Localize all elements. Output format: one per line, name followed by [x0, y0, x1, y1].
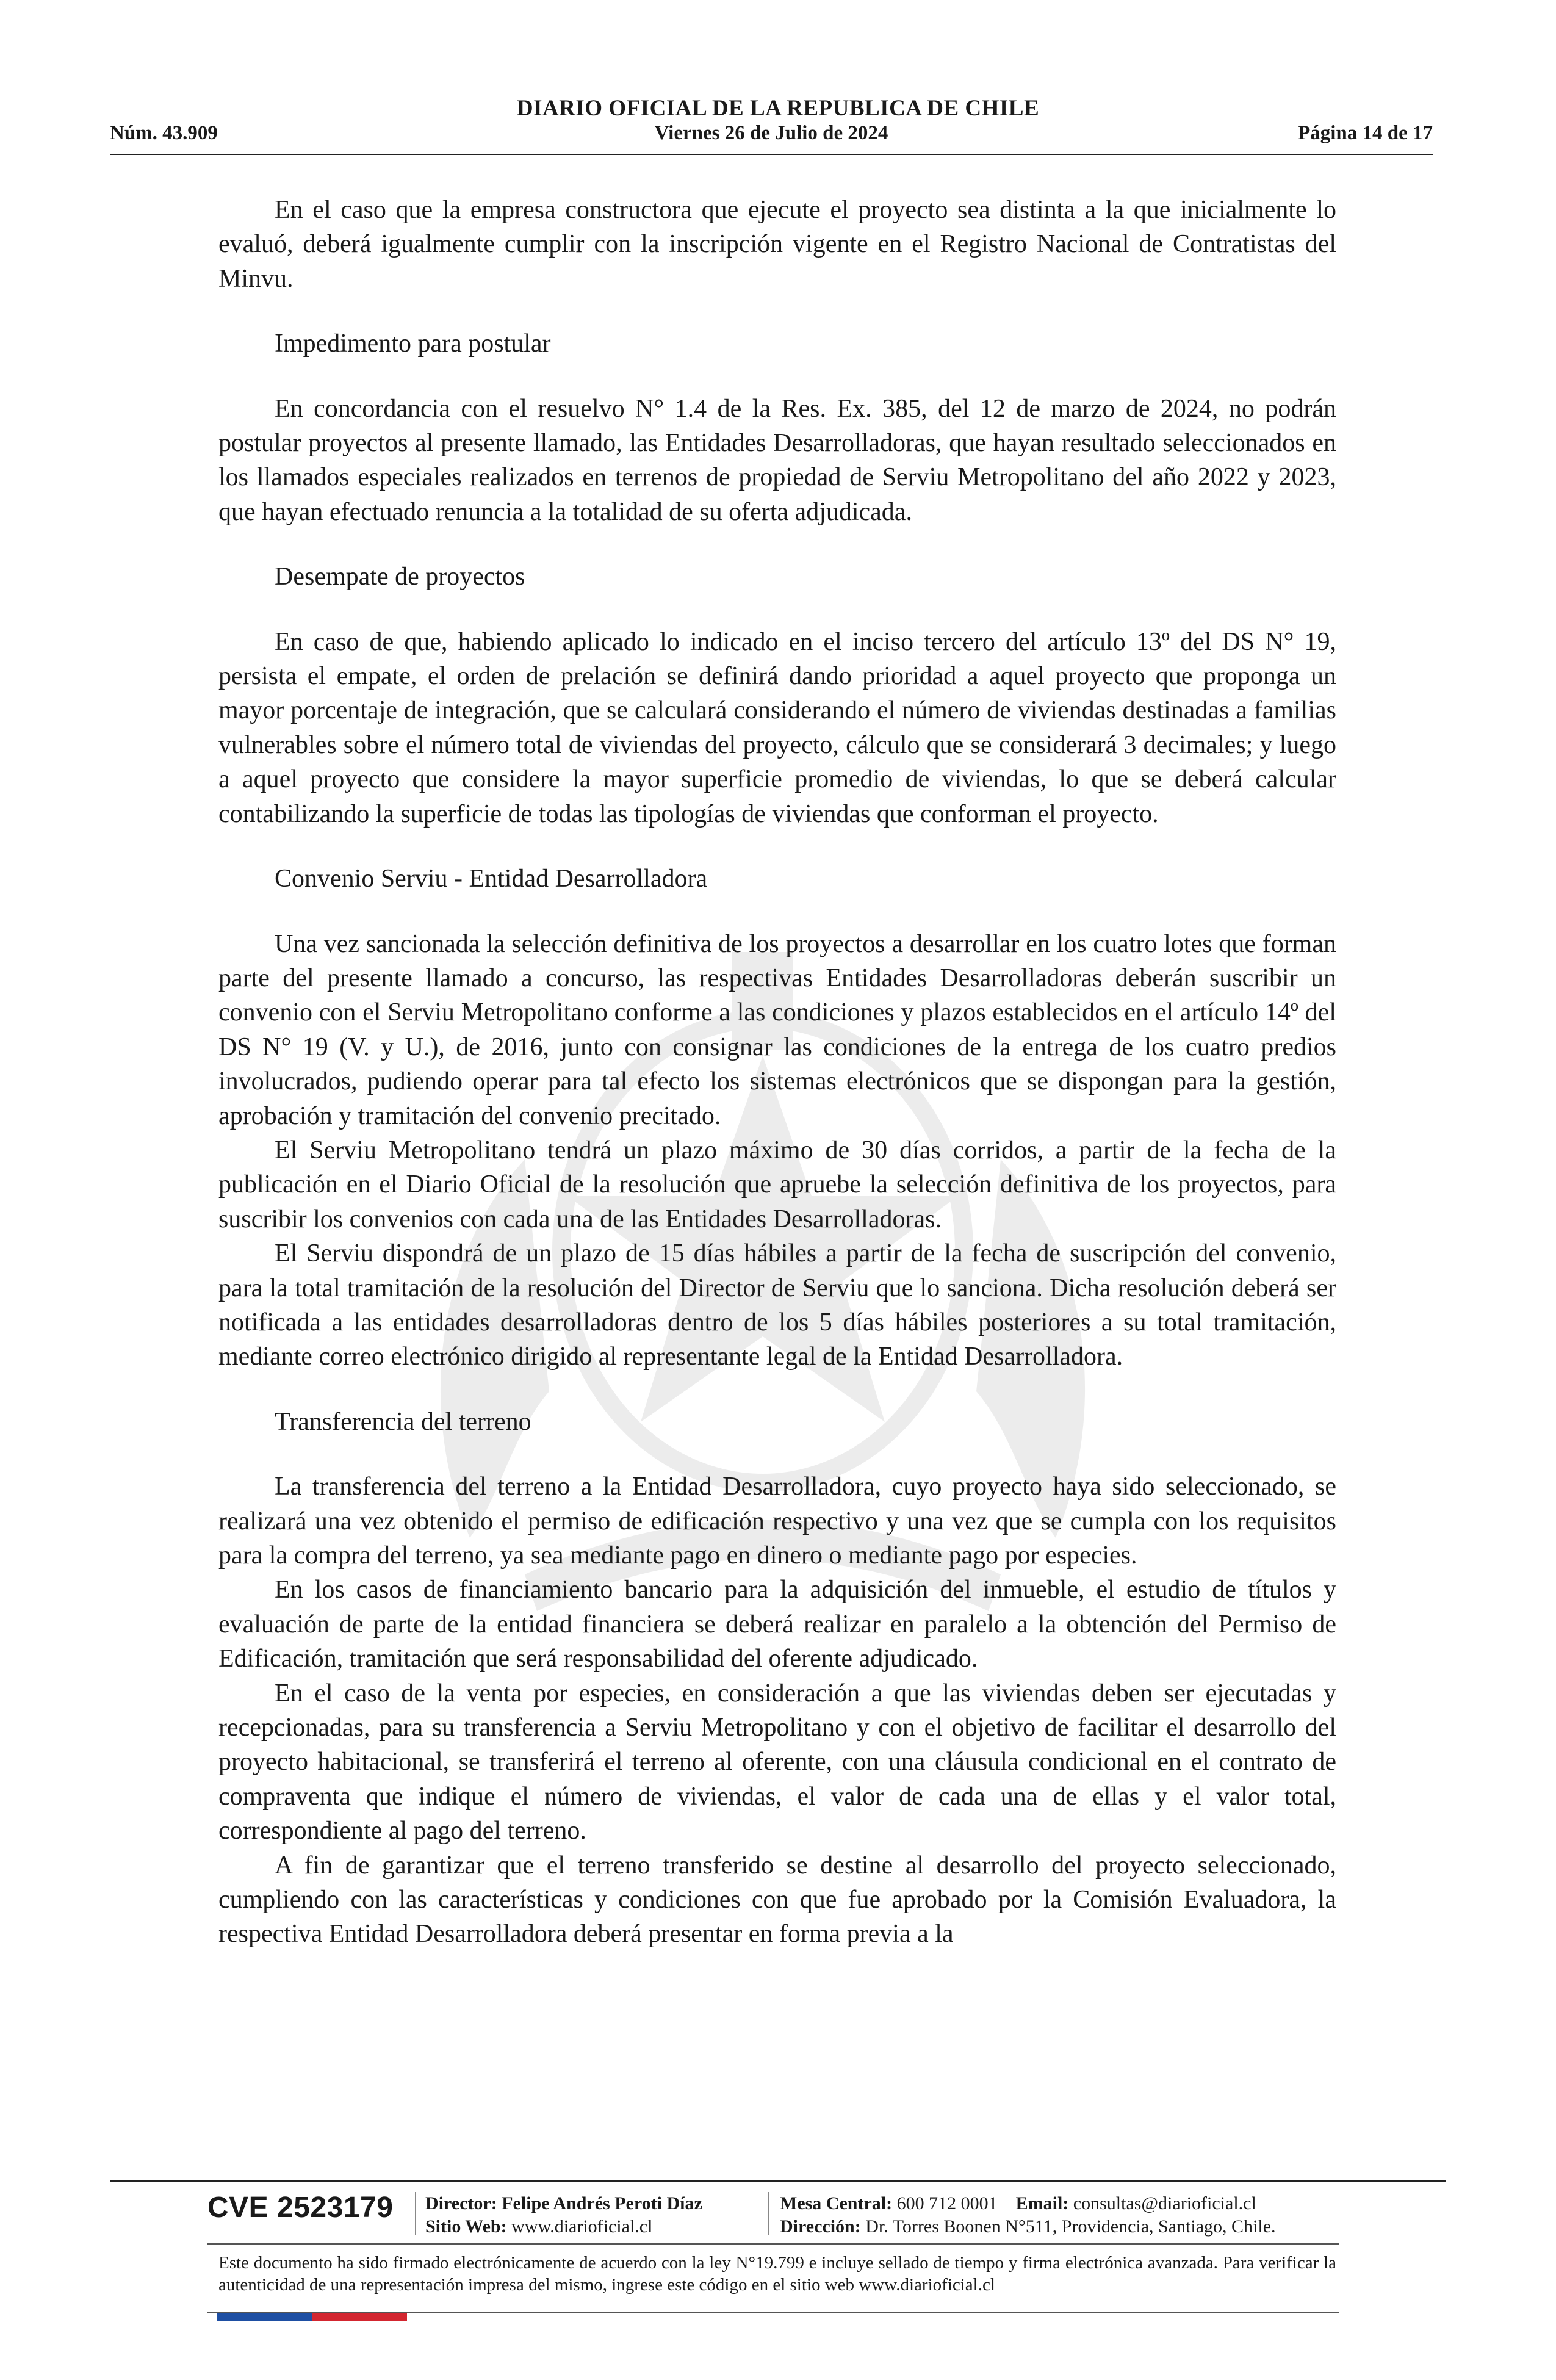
- paragraph: El Serviu Metropolitano tendrá un plazo máximo de 30 días corridos, a partir de la fecha de la publicación en el Diario Oficial de la resolución que apruebe la selección definitiva de los proyectos, para suscribir los convenios con cada una de las Entidades Desarrolladoras.: [218, 1136, 1336, 1233]
- issue-date: Viernes 26 de Julio de 2024: [654, 122, 888, 144]
- cve-code: CVE 2523179: [207, 2191, 394, 2224]
- director-label: Director:: [425, 2193, 497, 2213]
- footer-separator: [768, 2192, 769, 2235]
- address-value: Dr. Torres Boonen N°511, Providencia, Santiago, Chile.: [865, 2216, 1276, 2237]
- paragraph: En el caso de la venta por especies, en consideración a que las viviendas deben ser ejecutadas y recepcionadas, para su transferencia a Serviu Metropolitano y con el objetivo de facilitar el desarrollo del proyecto habitacional, se transferirá el terreno al oferente, con una cláusula condicional en el contrato de compraventa que indique el número de viviendas, el valor de cada una de ellas y el valor total, correspondiente al pago del terreno.: [218, 1679, 1336, 1845]
- director-name: Felipe Andrés Peroti Díaz: [502, 2193, 702, 2213]
- flag-stripe: [217, 2313, 407, 2321]
- address-label: Dirección:: [780, 2216, 861, 2237]
- paragraph: En el caso que la empresa constructora que ejecute el proyecto sea distinta a la que inicialmente lo evaluó, deberá igualmente cumplir con la inscripción vigente en el Registro Nacional de Contratistas del Minvu.: [218, 196, 1336, 293]
- paragraph: El Serviu dispondrá de un plazo de 15 días hábiles a partir de la fecha de suscripción del convenio, para la total tramitación de la resolución del Director de Serviu que lo sanciona. Dicha resolución deberá ser notificada a las entidades desarrolladoras dentro de los 5 días hábiles posteriores a su total tramitación, mediante correo electrónico dirigido al representante legal de la Entidad Desarrolladora.: [218, 1239, 1336, 1371]
- newspaper-title: DIARIO OFICIAL DE LA REPUBLICA DE CHILE: [516, 96, 1040, 121]
- footer-separator: [415, 2192, 416, 2235]
- header-row: [110, 122, 1433, 150]
- mesa-phone: 600 712 0001: [896, 2193, 998, 2213]
- footer-director-block: [425, 2192, 702, 2238]
- email-label: Email:: [1015, 2193, 1069, 2213]
- paragraph: A fin de garantizar que el terreno transferido se destine al desarrollo del proyecto seleccionado, cumpliendo con las características y condiciones con que fue aprobado por la Comisión Evaluadora, la respectiva Entidad Desarrolladora deberá presentar en forma previa a la: [218, 1851, 1336, 1949]
- mesa-label: Mesa Central:: [780, 2193, 893, 2213]
- paragraph: Una vez sancionada la selección definitiva de los proyectos a desarrollar en los cuatro lotes que forman parte del presente llamado a concurso, las respectivas Entidades Desarrolladoras deberán suscribir un convenio con el Serviu Metropolitano conforme a las condiciones y plazos establecidos en el artículo 14º del DS N° 19 (V. y U.), de 2016, junto con consignar las condiciones de la entrega de los cuatro predios involucrados, pudiendo operar para tal efecto los sistemas electrónicos que se dispongan para la gestión, aprobación y tramitación del convenio precitado.: [218, 929, 1336, 1130]
- flag-blue-segment: [217, 2313, 312, 2321]
- signature-notice: Este documento ha sido firmado electrónicamente de acuerdo con la ley N°19.799 e incluye sellado de tiempo y firma electrónica avanzada. Para verificar la autenticidad de una representación impresa del mismo, ingrese este código en el sitio web www.diarioficial.cl: [218, 2253, 1336, 2295]
- site-label: Sitio Web:: [425, 2216, 507, 2237]
- page-number: Página 14 de 17: [1298, 122, 1433, 144]
- section-heading: Impedimento para postular: [275, 330, 551, 358]
- footer-divider: [207, 2243, 1339, 2245]
- email-link[interactable]: consultas@diarioficial.cl: [1073, 2193, 1256, 2213]
- site-link[interactable]: www.diarioficial.cl: [511, 2216, 653, 2237]
- section-heading: Transferencia del terreno: [275, 1407, 531, 1436]
- paragraph: En los casos de financiamiento bancario para la adquisición del inmueble, el estudio de títulos y evaluación de parte de la entidad financiera se deberá realizar en paralelo a la obtención del Permiso de Edificación, tramitación que será responsabilidad del oferente adjudicado.: [218, 1576, 1336, 1673]
- paragraph: La transferencia del terreno a la Entidad Desarrolladora, cuyo proyecto haya sido seleccionado, se realizará una vez obtenido el permiso de edificación respectivo y una vez que se cumpla con los requisitos para la compra del terreno, ya sea mediante pago en dinero o mediante pago por especies.: [218, 1473, 1336, 1570]
- footer-divider: [110, 2180, 1446, 2182]
- paragraph: En caso de que, habiendo aplicado lo indicado en el inciso tercero del artículo 13º del DS N° 19, persista el empate, el orden de prelación se definirá dando prioridad a aquel proyecto que proponga un mayor porcentaje de integración, que se calculará considerando el número de viviendas destinadas a familias vulnerables sobre el número total de viviendas del proyecto, cálculo que se considerará 3 decimales; y luego a aquel proyecto que considere la mayor superficie promedio de viviendas, lo que se deberá calcular contabilizando la superficie de todas las tipologías de viviendas que conforman el proyecto.: [218, 627, 1336, 828]
- footer-contact-block: [780, 2192, 1276, 2238]
- header-divider: [110, 154, 1433, 155]
- section-heading: Desempate de proyectos: [275, 563, 525, 591]
- section-heading: Convenio Serviu - Entidad Desarrolladora: [275, 865, 708, 893]
- issue-number: Núm. 43.909: [110, 122, 218, 144]
- flag-red-segment: [312, 2313, 407, 2321]
- paragraph: En concordancia con el resuelvo N° 1.4 de la Res. Ex. 385, del 12 de marzo de 2024, no podrán postular proyectos al presente llamado, las Entidades Desarrolladoras, que hayan resultado seleccionados en los llamados especiales realizados en terrenos de propiedad de Serviu Metropolitano del año 2022 y 2023, que hayan efectuado renuncia a la totalidad de su oferta adjudicada.: [218, 394, 1336, 526]
- document-body: [218, 193, 1336, 1952]
